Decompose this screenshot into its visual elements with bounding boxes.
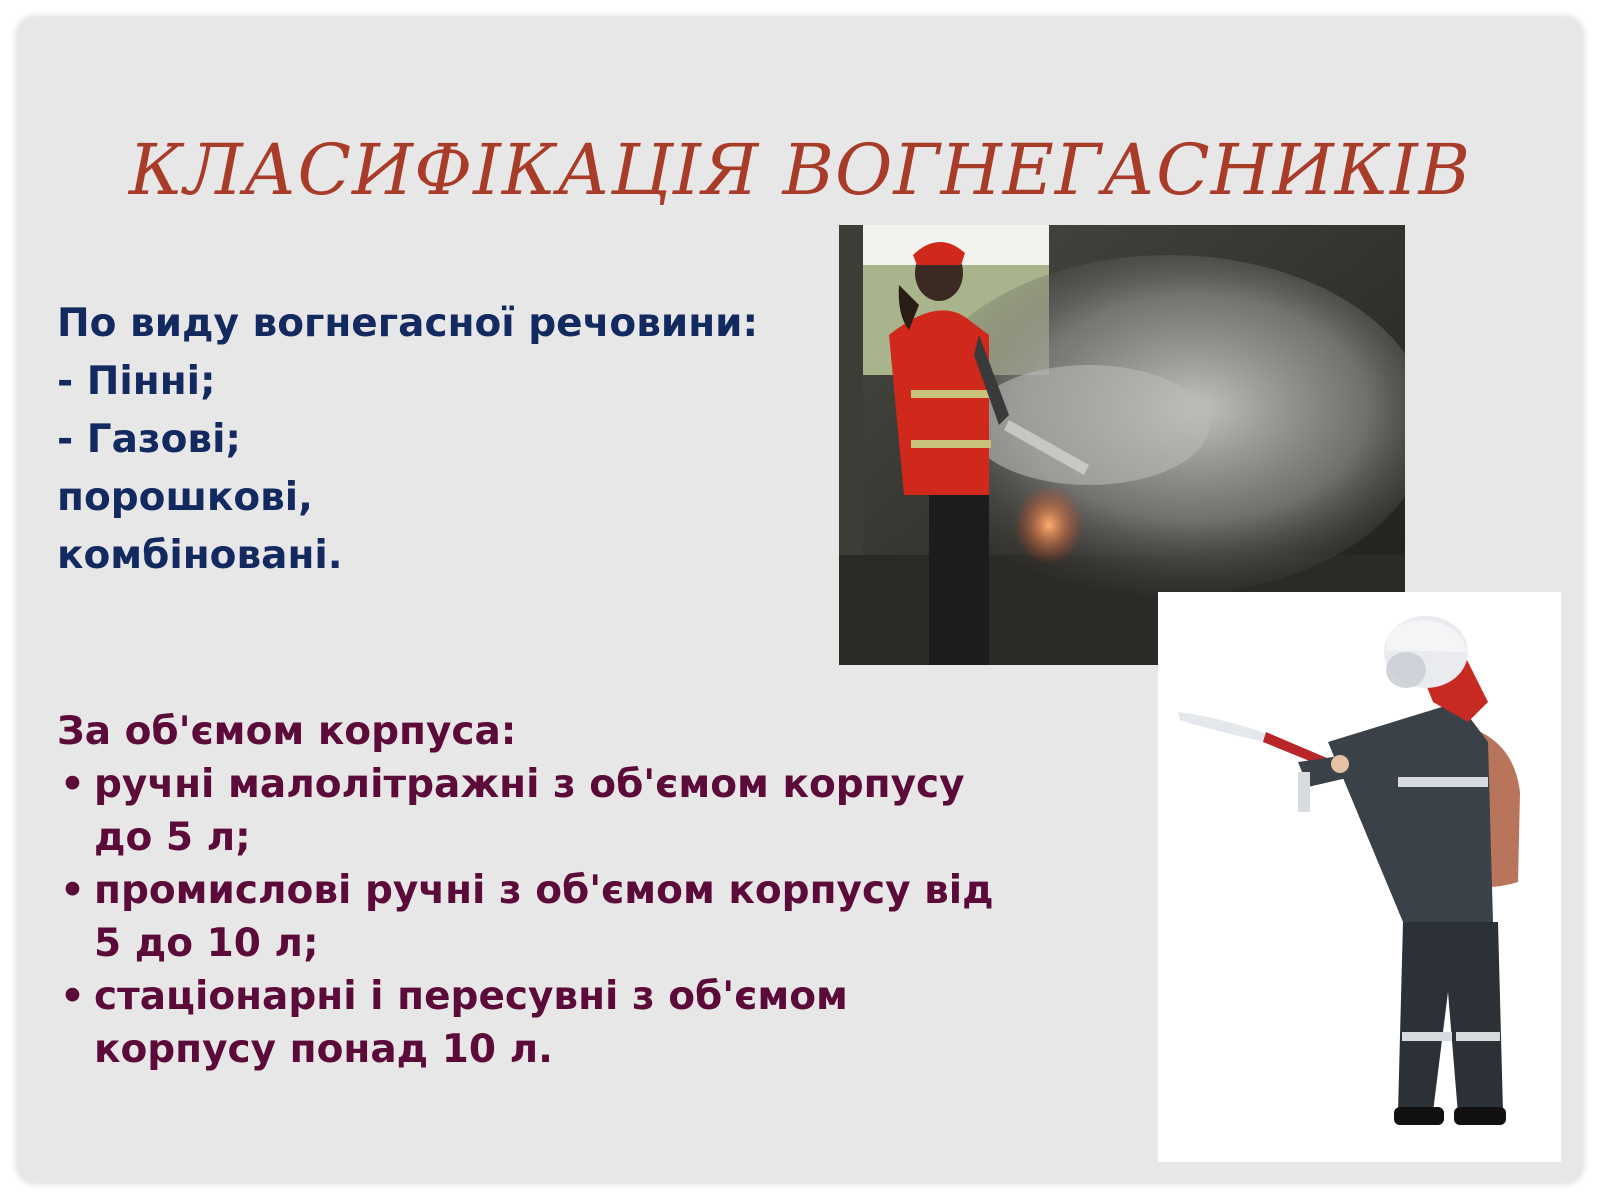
- section1-heading: По виду вогнегасної речовини:: [57, 301, 759, 346]
- slide-title: КЛАСИФІКАЦІЯ ВОГНЕГАСНИКІВ: [128, 129, 1472, 211]
- section-body-volume: [57, 705, 1017, 1076]
- section2-heading: За об'ємом корпуса:: [57, 709, 517, 754]
- list-item: • стаціонарні і пересувні з об'ємом корпусу понад 10 л.: [57, 970, 1017, 1076]
- list-item: • ручні малолітражні з об'ємом корпусу до 5 л;: [57, 758, 1017, 864]
- section1-line: - Газові;: [57, 417, 242, 462]
- volume-list: [57, 758, 1017, 1076]
- section1-line: комбіновані.: [57, 533, 343, 578]
- section-extinguishing-agent: [57, 295, 817, 585]
- slide: [17, 17, 1583, 1183]
- section1-line: - Пінні;: [57, 359, 216, 404]
- photo-firefighter: [1158, 592, 1561, 1162]
- list-item: • промислові ручні з об'ємом корпусу від 5 до 10 л;: [57, 864, 1017, 970]
- section1-line: порошкові,: [57, 475, 313, 520]
